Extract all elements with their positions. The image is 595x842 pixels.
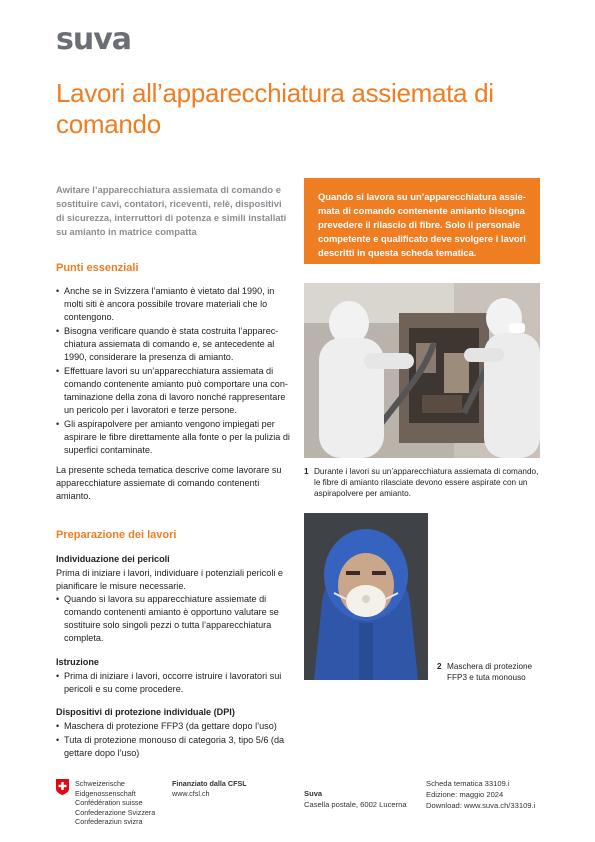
highlight-text: Quando si lavora su un’apparecchiatura assie-mata di comando contenente amianto bisogna prevedere il rilascio di fibre. Solo il personale competente e qualificato deve svolgere i lavori descritti in questa scheda tematica.: [318, 191, 526, 258]
caption-1: [304, 466, 540, 499]
confed-line: Confederaziun svizra: [75, 817, 143, 826]
list-item: • Quando si lavora su apparecchiature assiemate di comando contenenti amianto è opportuno valutare se sostituire solo singoli pezzi o tutta l’apparecchiatura completa.: [56, 593, 294, 645]
cfsl-link[interactable]: www.cfsl.ch: [172, 788, 210, 798]
ppe-list: [56, 720, 294, 761]
confed-line: Schweizerische Eidgenossenschaft: [75, 779, 136, 798]
reference-line: Scheda tematica 33109.i: [426, 779, 510, 788]
list-item: • Tuta di protezione monouso di categoria 3, tipo 5/6 (da gettare dopo l’uso): [56, 734, 294, 760]
list-item: • Effettuare lavori su un’apparecchiatura assiemata di comando contenente amianto può comportare una con-taminazione della zona di lavoro nonché rappresentare un pericolo per i lavoratori e terze persone.: [56, 365, 294, 417]
subheading-ppe: Dispositivi di protezione individuale (DPI): [56, 707, 235, 717]
photo-workers-switchgear: [304, 283, 540, 458]
confederation-text: [75, 779, 170, 827]
photo-mask-suit: [304, 513, 428, 680]
list-item: • Prima di iniziare i lavori, occorre istruire i lavoratori sui pericoli e su come procedere.: [56, 670, 294, 696]
list-item: • Bisogna verificare quando è stata costruita l’apparec-chiatura assiemata di comando e, se antecedente al 1990, considerare la presenza di amianto.: [56, 325, 294, 364]
hazards-list: [56, 593, 294, 646]
swiss-cross-icon: [56, 779, 69, 795]
caption-2-text: Maschera di protezione FFP3 e tuta monouso: [447, 662, 533, 682]
list-item: • Maschera di protezione FFP3 (da gettare dopo l’uso): [56, 720, 294, 733]
workers-switchgear-image: [304, 283, 540, 458]
subheading-instruction: Istruzione: [56, 657, 99, 667]
suva-address: [304, 788, 424, 810]
list-item: • Gli aspirapolvere per amianto vengono impiegati per aspirare le fibre direttamente alla fonte o per la pulizia di superfici contaminate.: [56, 418, 294, 457]
lead-text: Awitare l’apparecchiatura assiemata di comando e sostituire cavi, contatori, riceventi, relè, dispositivi di sicurezza, interruttori di potenza e simili installati su amianto in matrice compatta: [56, 184, 287, 237]
instruction-list: [56, 670, 294, 697]
subheading-hazards: Individuazione dei pericoli: [56, 554, 170, 564]
intro-paragraph: La presente scheda tematica descrive come lavorare su apparecchiature assiemate di comando contenenti amianto.: [56, 465, 282, 501]
hazards-text: Prima di iniziare i lavori, individuare i potenziali pericoli e pianificare le misure necessarie.: [56, 568, 283, 591]
cfsl-text: [172, 779, 262, 798]
mask-suit-image: [304, 513, 428, 680]
cfsl-line: Finanziato dalla CFSL: [172, 779, 247, 788]
caption-2-number: 2: [437, 662, 442, 671]
caption-1-number: 1: [304, 467, 309, 476]
essentials-list: [56, 285, 294, 458]
suva-logo: suva: [56, 22, 132, 57]
caption-2: [437, 661, 540, 683]
confed-line: Confédération suisse: [75, 798, 143, 807]
edition-line: Edizione: maggio 2024: [426, 790, 504, 799]
list-item: • Anche se in Svizzera l’amianto è vietato dal 1990, in molti siti è ancora possibile trovare materiali che lo contengono.: [56, 285, 294, 324]
suva-name: Suva: [304, 789, 323, 798]
section-heading-essentials: Punti essenziali: [56, 262, 139, 274]
section-heading-preparation: Preparazione dei lavori: [56, 529, 177, 541]
document-reference: [426, 778, 538, 811]
suva-address-line: Casella postale, 6002 Lucerna: [304, 800, 407, 809]
confed-line: Confederazione Svizzera: [75, 807, 156, 817]
caption-1-text: Durante i lavori su un’apparecchiatura assiemata di comando, le fibre di amianto rilasciate devono essere aspirate con un aspirapolvere per amianto.: [314, 467, 539, 498]
highlight-box: [304, 178, 540, 264]
page-title: Lavori all’apparecchiatura assiemata di comando: [56, 78, 494, 139]
download-link[interactable]: Download: www.suva.ch/33109.i: [426, 801, 536, 810]
